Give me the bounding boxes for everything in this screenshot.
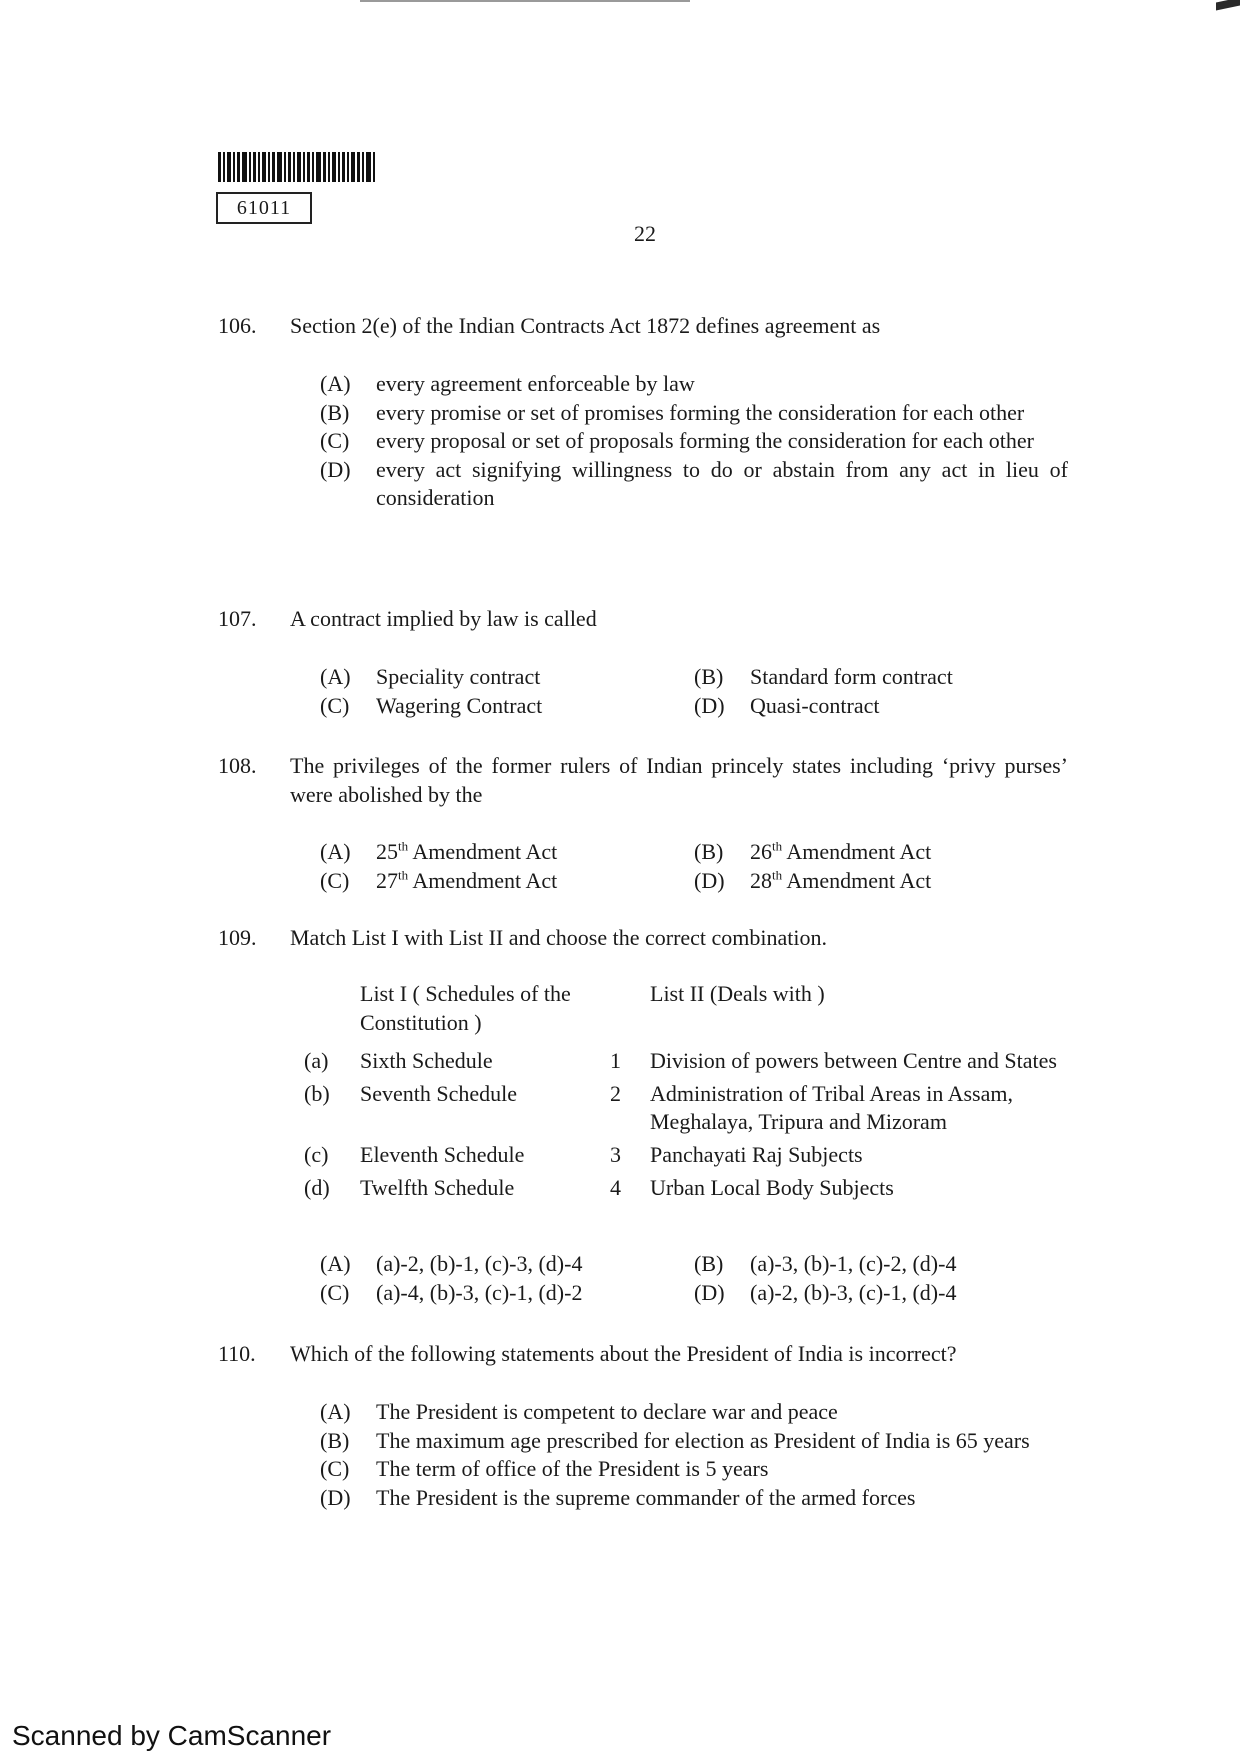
question-text: Which of the following statements about the President of India is incorrect?	[290, 1341, 957, 1366]
match-table-header	[304, 980, 1084, 1037]
option-c: (C) Wagering Contract	[320, 693, 543, 718]
question-text: Match List I with List II and choose the correct combination.	[290, 925, 828, 950]
question-number: 107.	[218, 606, 257, 631]
list1-header: List I ( Schedules of the Constitution )	[360, 981, 571, 1035]
question-number: 110.	[218, 1341, 256, 1366]
question-text: Section 2(e) of the Indian Contracts Act 1872 defines agreement as	[290, 313, 881, 338]
option-a: (A) 25th Amendment Act	[320, 838, 558, 864]
list2-header: List II (Deals with )	[650, 981, 825, 1006]
option-b: (B) every promise or set of promises forming the consideration for each other	[320, 399, 1025, 425]
match-row: (a) Sixth Schedule 1 Division of powers between Centre and States	[304, 1048, 1057, 1074]
barcode	[218, 152, 378, 182]
corner-scan-mark	[1216, 0, 1240, 11]
match-table	[304, 980, 1084, 1206]
match-row: (b) Seventh Schedule 2 Administration of Tribal Areas in Assam, Meghalaya, Tripura and Mizoram	[304, 1080, 1013, 1135]
option-d: (D) The President is the supreme commander of the armed forces	[320, 1484, 916, 1510]
options-grid	[320, 1250, 1068, 1308]
option-a: (A) every agreement enforceable by law	[320, 371, 695, 396]
option-d: (D) 28th Amendment Act	[694, 867, 932, 893]
page-number: 22	[634, 221, 656, 246]
option-b: (B) 26th Amendment Act	[694, 838, 932, 864]
option-d: (D) every act signifying willingness to do or abstain from any act in lieu of consideration	[320, 456, 1068, 511]
top-scan-line	[360, 0, 690, 2]
option-d: (D) (a)-2, (b)-3, (c)-1, (d)-4	[694, 1280, 957, 1305]
option-c: (C) 27th Amendment Act	[320, 867, 558, 893]
option-c: (C) every proposal or set of proposals forming the consideration for each other	[320, 428, 1034, 454]
match-row: (c) Eleventh Schedule 3 Panchayati Raj Subjects	[304, 1141, 863, 1167]
scanner-watermark: Scanned by CamScanner	[12, 1720, 332, 1751]
paper-code: 61011	[216, 192, 312, 224]
option-d: (D) Quasi-contract	[694, 693, 880, 718]
question-number: 108.	[218, 753, 257, 778]
question-number: 109.	[218, 925, 257, 950]
question-number: 106.	[218, 313, 257, 338]
option-c: (C) The term of office of the President is 5 years	[320, 1456, 769, 1482]
options-grid	[320, 663, 1068, 721]
options-list	[320, 1398, 1068, 1512]
question-text: A contract implied by law is called	[290, 606, 597, 631]
option-b: (B) The maximum age prescribed for election as President of India is 65 years	[320, 1427, 1030, 1453]
options-grid	[320, 838, 1068, 896]
options-list	[320, 370, 1068, 513]
option-a: (A) Speciality contract	[320, 664, 541, 689]
option-b: (B) Standard form contract	[694, 664, 953, 689]
match-row: (d) Twelfth Schedule 4 Urban Local Body Subjects	[304, 1174, 894, 1200]
option-c: (C) (a)-4, (b)-3, (c)-1, (d)-2	[320, 1280, 583, 1305]
option-a: (A) (a)-2, (b)-1, (c)-3, (d)-4	[320, 1251, 583, 1276]
question-text: The privileges of the former rulers of Indian princely states including ‘privy purses’ were abolished by the	[290, 753, 1068, 807]
option-b: (B) (a)-3, (b)-1, (c)-2, (d)-4	[694, 1251, 957, 1276]
option-a: (A) The President is competent to declare war and peace	[320, 1399, 838, 1424]
